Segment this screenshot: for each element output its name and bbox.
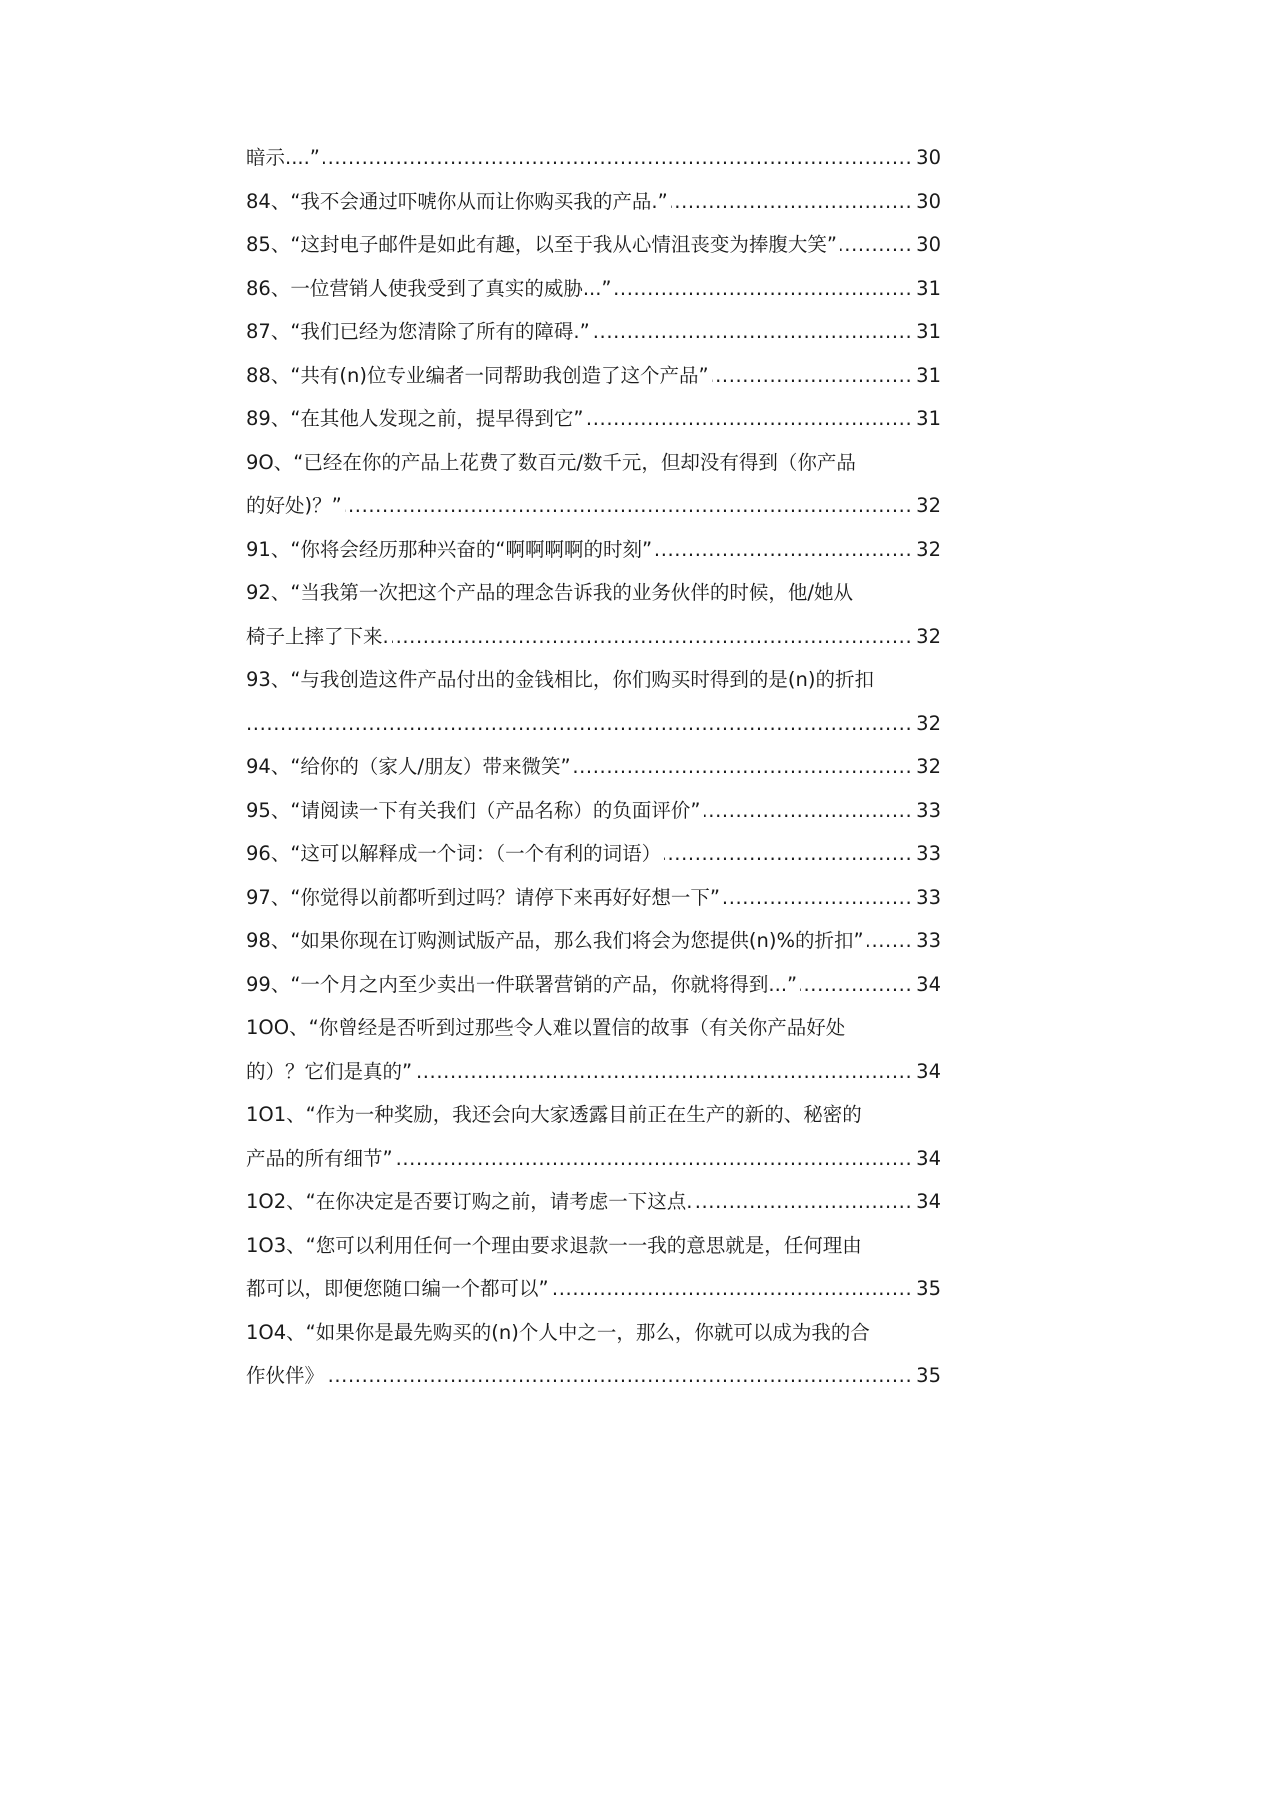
toc-page-number: 31	[913, 354, 941, 398]
toc-line[interactable]	[246, 484, 941, 528]
toc-entry-text: 93、“与我创造这件产品付出的金钱相比，你们购买时得到的是(n)的折扣	[246, 668, 874, 691]
toc-page-number: 32	[913, 615, 941, 659]
toc-line[interactable]	[246, 528, 941, 572]
toc-page-number: 32	[913, 745, 941, 789]
toc-line[interactable]	[246, 1050, 941, 1094]
toc-line[interactable]	[246, 180, 941, 224]
toc-page-number: 32	[913, 528, 941, 572]
toc-page-number: 34	[913, 1180, 941, 1224]
toc-line[interactable]	[246, 658, 941, 702]
toc-entry-text: 椅子上摔了下来.	[246, 625, 392, 648]
toc-page-number: 35	[913, 1267, 941, 1311]
toc-page-number: 30	[913, 180, 941, 224]
toc-page-number: 34	[913, 1050, 941, 1094]
toc-entry-text: 97、“你觉得以前都听到过吗？请停下来再好好想一下”	[246, 886, 723, 909]
toc-line[interactable]	[246, 1267, 941, 1311]
toc-entry-text: 85、“这封电子邮件是如此有趣，以至于我从心情沮丧变为捧腹大笑”	[246, 233, 840, 256]
table-of-contents	[246, 136, 941, 1398]
toc-line[interactable]	[246, 1137, 941, 1181]
toc-entry-text: 94、“给你的（家人/朋友）带来微笑”	[246, 755, 574, 778]
toc-line[interactable]	[246, 267, 941, 311]
toc-entry-text: 的）？它们是真的”	[246, 1060, 415, 1083]
toc-line[interactable]	[246, 397, 941, 441]
toc-page-number: 33	[913, 919, 941, 963]
toc-entry-text: 89、“在其他人发现之前，提早得到它”	[246, 407, 587, 430]
toc-entry-text: 的好处)？”	[246, 494, 345, 517]
toc-line[interactable]	[246, 1180, 941, 1224]
toc-entry-text: 1O4、“如果你是最先购买的(n)个人中之一，那么，你就可以成为我的合	[246, 1320, 870, 1344]
toc-entry-text: 产品的所有细节”	[246, 1147, 396, 1170]
toc-page-number: 35	[913, 1354, 941, 1398]
toc-page-number: 32	[913, 484, 941, 528]
toc-entry-text: 作伙伴》	[246, 1364, 327, 1387]
toc-page-number: 33	[913, 789, 941, 833]
toc-entry-text: 98、“如果你现在订购测试版产品，那么我们将会为您提供(n)%的折扣”	[246, 929, 867, 952]
toc-entry-text: 96、“这可以解释成一个词：（一个有利的词语）	[246, 842, 664, 865]
toc-line[interactable]	[246, 919, 941, 963]
toc-line[interactable]	[246, 136, 941, 180]
toc-entry-text: 暗示....”	[246, 146, 323, 169]
toc-line[interactable]	[246, 1311, 941, 1355]
toc-line[interactable]	[246, 789, 941, 833]
toc-page-number: 30	[913, 136, 941, 180]
toc-line[interactable]	[246, 223, 941, 267]
toc-entry-text: 87、“我们已经为您清除了所有的障碍.”	[246, 320, 593, 343]
toc-line[interactable]	[246, 1006, 941, 1050]
toc-entry-text: 84、“我不会通过吓唬你从而让你购买我的产品.”	[246, 190, 671, 213]
toc-page-number: 31	[913, 267, 941, 311]
toc-entry-text: 92、“当我第一次把这个产品的理念告诉我的业务伙伴的时候，他/她从	[246, 581, 853, 604]
toc-line[interactable]	[246, 963, 941, 1007]
toc-entry-text: 1O2、“在你决定是否要订购之前，请考虑一下这点.	[246, 1190, 695, 1213]
toc-entry-text: 1O1、“作为一种奖励，我还会向大家透露目前正在生产的新的、秘密的	[246, 1103, 862, 1126]
toc-page-number: 33	[913, 832, 941, 876]
toc-line[interactable]	[246, 354, 941, 398]
toc-line[interactable]	[246, 745, 941, 789]
toc-line[interactable]	[246, 702, 941, 746]
toc-entry-text: 都可以，即便您随口编一个都可以”	[246, 1277, 552, 1300]
toc-entry-text: 86、一位营销人使我受到了真实的威胁...”	[246, 277, 615, 300]
toc-line[interactable]	[246, 1093, 941, 1137]
toc-page-number: 31	[913, 310, 941, 354]
toc-entry-text: 91、“你将会经历那种兴奋的“啊啊啊啊的时刻”	[246, 538, 655, 561]
toc-page-number: 31	[913, 397, 941, 441]
toc-line[interactable]	[246, 441, 941, 485]
toc-entry-text: 9O、“已经在你的产品上花费了数百元/数千元，但却没有得到（你产品	[246, 450, 856, 474]
toc-entry-text: 99、“一个月之内至少卖出一件联署营销的产品，你就将得到...”	[246, 973, 800, 996]
toc-line[interactable]	[246, 1224, 941, 1268]
toc-line[interactable]	[246, 615, 941, 659]
toc-entry-text: 88、“共有(n)位专业编者一同帮助我创造了这个产品”	[246, 364, 712, 387]
toc-line[interactable]	[246, 310, 941, 354]
toc-line[interactable]	[246, 832, 941, 876]
toc-entry-text: 95、“请阅读一下有关我们（产品名称）的负面评价”	[246, 799, 704, 822]
toc-page-number: 34	[913, 963, 941, 1007]
toc-line[interactable]	[246, 1354, 941, 1398]
toc-page-number: 30	[913, 223, 941, 267]
toc-entry-text: 1OO、“你曾经是否听到过那些令人难以置信的故事（有关你产品好处	[246, 1016, 846, 1039]
toc-entry-text: 1O3、“您可以利用任何一个理由要求退款一一我的意思就是，任何理由	[246, 1233, 862, 1257]
toc-page-number: 33	[913, 876, 941, 920]
toc-line[interactable]	[246, 876, 941, 920]
toc-page-number: ..... 32	[913, 702, 941, 746]
toc-line[interactable]	[246, 571, 941, 615]
toc-page-number: 34	[913, 1137, 941, 1181]
